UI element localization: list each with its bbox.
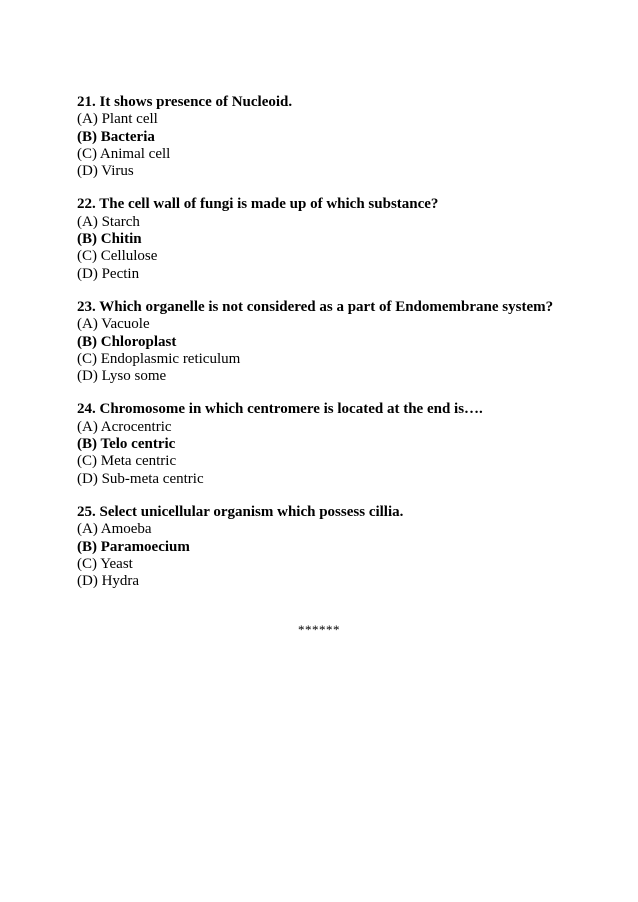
option-c: (C) Animal cell <box>77 145 171 162</box>
question-title: 21. It shows presence of Nucleoid. <box>77 94 293 110</box>
option-d: (D) Lyso some <box>77 368 167 385</box>
question-25 <box>77 504 597 590</box>
question-title: 25. Select unicellular organism which possess cillia. <box>77 503 404 520</box>
option-a: (A) Vacuole <box>77 316 150 333</box>
question-list <box>77 94 597 606</box>
option-b-correct: (B) Paramoecium <box>77 538 190 555</box>
option-a: (A) Acrocentric <box>77 418 172 435</box>
option-d: (D) Pectin <box>77 265 140 282</box>
option-b-correct: (B) Chitin <box>77 231 142 248</box>
option-a: (A) Amoeba <box>77 521 152 538</box>
option-d: (D) Virus <box>77 163 134 180</box>
option-b-correct: (B) Chloroplast <box>77 333 177 350</box>
option-c: (C) Yeast <box>77 555 133 572</box>
option-a: (A) Starch <box>77 213 140 230</box>
question-title: 22. The cell wall of fungi is made up of which substance? <box>77 196 439 213</box>
option-c: (C) Meta centric <box>77 453 177 470</box>
question-22 <box>77 196 597 282</box>
option-c: (C) Cellulose <box>77 248 158 265</box>
question-23 <box>77 299 597 385</box>
option-b-correct: (B) Telo centric <box>77 436 176 453</box>
end-separator: ****** <box>298 622 340 637</box>
option-d: (D) Hydra <box>77 573 140 590</box>
option-d: (D) Sub-meta centric <box>77 470 204 487</box>
option-a: (A) Plant cell <box>77 111 158 128</box>
option-b-correct: (B) Bacteria <box>77 128 155 145</box>
question-21 <box>77 94 597 180</box>
option-c: (C) Endoplasmic reticulum <box>77 350 241 367</box>
question-title: 23. Which organelle is not considered as a part of Endomembrane system? <box>77 298 554 315</box>
question-24 <box>77 401 597 487</box>
question-title: 24. Chromosome in which centromere is located at the end is…. <box>77 401 483 418</box>
